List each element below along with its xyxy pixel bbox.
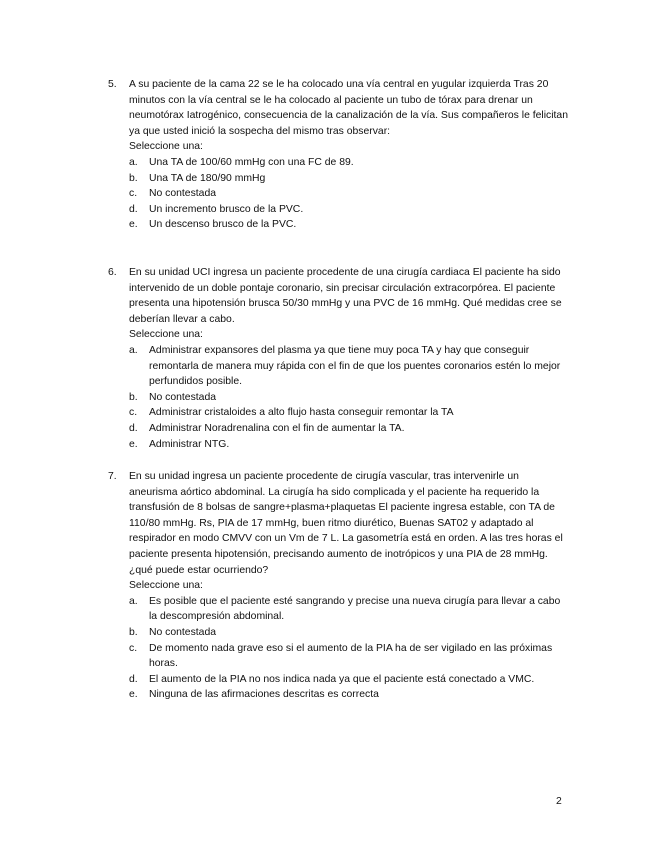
- option-c[interactable]: [129, 186, 570, 202]
- option-text: Ninguna de las afirmaciones descritas es correcta: [149, 689, 379, 701]
- option-letter: e.: [129, 219, 138, 231]
- select-prompt: Seleccione una:: [129, 141, 203, 153]
- select-prompt: Seleccione una:: [129, 580, 203, 592]
- option-letter: e.: [129, 438, 138, 450]
- option-letter: b.: [129, 391, 138, 403]
- option-b[interactable]: [129, 390, 570, 406]
- option-d[interactable]: [129, 202, 570, 218]
- option-b[interactable]: [129, 625, 570, 641]
- option-letter: b.: [129, 172, 138, 184]
- option-letter: c.: [129, 188, 138, 200]
- option-text: Administrar expansores del plasma ya que tiene muy poca TA y hay que conseguir remontarla de manera muy rápida con el fin de que los puentes coronarios estén lo mejor perfundidos posible.: [149, 344, 561, 388]
- option-letter: c.: [129, 407, 138, 419]
- select-prompt: Seleccione una:: [129, 329, 203, 341]
- question-7: [108, 469, 570, 703]
- option-text: De momento nada grave eso si el aumento de la PIA ha de ser vigilado en las próximas horas.: [149, 642, 553, 670]
- option-d[interactable]: [129, 672, 570, 688]
- option-text: El aumento de la PIA no nos indica nada ya que el paciente está conectado a VMC.: [149, 673, 535, 685]
- option-text: Un incremento brusco de la PVC.: [149, 203, 304, 215]
- page-number: 2: [556, 796, 562, 807]
- option-text: Administrar NTG.: [149, 438, 230, 450]
- option-e[interactable]: [129, 437, 570, 453]
- option-text: Administrar Noradrenalina con el fin de aumentar la TA.: [149, 422, 405, 434]
- option-letter: d.: [129, 203, 138, 215]
- option-text: No contestada: [149, 391, 217, 403]
- option-c[interactable]: [129, 405, 570, 421]
- option-text: Es posible que el paciente esté sangrando y precise una nueva cirugía para llevar a cabo la descompresión abdominal.: [149, 595, 561, 623]
- question-number: 6.: [108, 267, 117, 278]
- option-text: Administrar cristaloides a alto flujo hasta conseguir remontar la TA: [149, 407, 454, 419]
- option-d[interactable]: [129, 421, 570, 437]
- option-e[interactable]: [129, 687, 570, 703]
- option-letter: a.: [129, 156, 138, 168]
- option-text: No contestada: [149, 188, 217, 200]
- question-5: [108, 77, 570, 233]
- option-text: Una TA de 180/90 mmHg: [149, 172, 266, 184]
- option-a[interactable]: [129, 594, 570, 625]
- question-number: 7.: [108, 471, 117, 482]
- option-e[interactable]: [129, 217, 570, 233]
- option-letter: e.: [129, 689, 138, 701]
- option-a[interactable]: [129, 343, 570, 390]
- question-text: En su unidad UCI ingresa un paciente procedente de una cirugía cardiaca El paciente ha sido intervenido de un doble pontaje coronario, sin precisar circulación extracorpórea. El paciente presenta una hipotensión brusca 50/30 mmHg y una PVC de 16 mmHg. Qué medidas cree se deberían llevar a cabo.: [129, 267, 562, 325]
- option-b[interactable]: [129, 171, 570, 187]
- option-text: Un descenso brusco de la PVC.: [149, 219, 297, 231]
- option-letter: d.: [129, 673, 138, 685]
- question-text: En su unidad ingresa un paciente procedente de cirugía vascular, tras intervenirle un aneurisma aórtico abdominal. La cirugía ha sido complicada y el paciente ha requerido la transfusión de 8 bolsas de sangre+plasma+plaquetas El paciente ingresa estable, con TA de 110/80 mmHg. Rs, PIA de 17 mmHg, buen ritmo diurético, Buenas SAT02 y adaptado al respirador en modo CMVV con un Vm de 7 L. La gasometría está en orden. A las tres horas el paciente presenta hipotensión, precisando aumento de inotrópicos y una PIA de 28 mmHg. ¿qué puede estar ocurriendo?: [129, 471, 563, 576]
- option-text: No contestada: [149, 626, 217, 638]
- option-letter: b.: [129, 626, 138, 638]
- option-c[interactable]: [129, 641, 570, 672]
- question-number: 5.: [108, 79, 117, 90]
- option-letter: c.: [129, 642, 138, 654]
- option-letter: a.: [129, 344, 138, 356]
- question-text: A su paciente de la cama 22 se le ha colocado una vía central en yugular izquierda Tras 20 minutos con la vía central se le ha colocado al paciente un tubo de tórax para drenar un neumotórax Iatrogénico, consecuencia de la canalización de la vía. Sus compañeros le felicitan ya que usted inició la sospecha del mismo tras observar:: [129, 79, 568, 137]
- question-6: [108, 265, 570, 452]
- option-a[interactable]: [129, 155, 570, 171]
- option-letter: d.: [129, 422, 138, 434]
- option-letter: a.: [129, 595, 138, 607]
- option-text: Una TA de 100/60 mmHg con una FC de 89.: [149, 156, 354, 168]
